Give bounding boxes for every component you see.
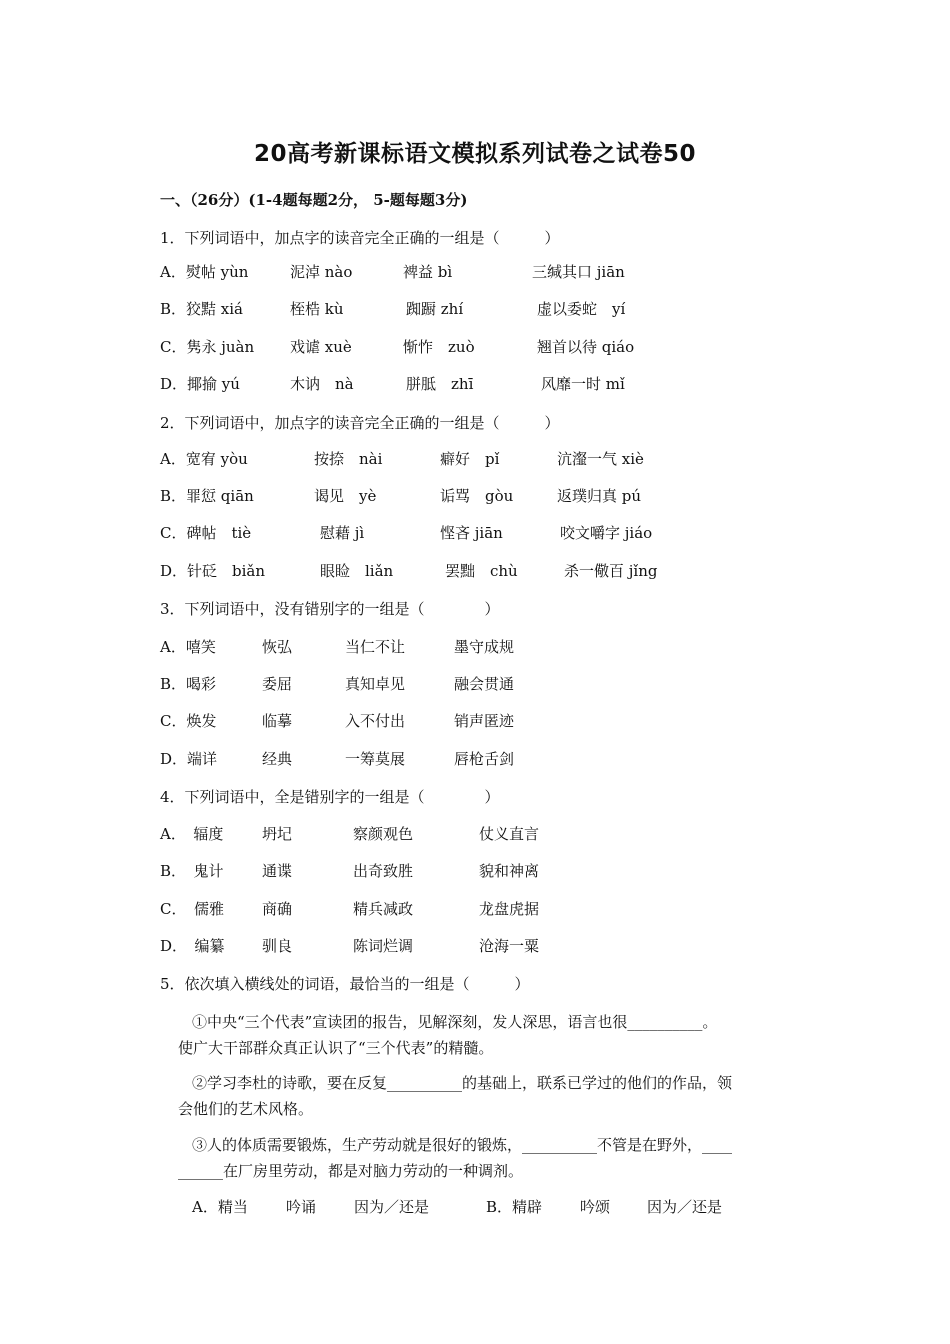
section-heading: 一、（26分）(1-4题每题2分， 5-题每题3分) <box>160 191 468 209</box>
q2-d-3: 罢黜 chù <box>445 562 518 580</box>
q2-a-3: 癖好 pǐ <box>440 450 500 468</box>
q4-d-2: 驯良 <box>262 937 293 955</box>
q3-d-4: 唇枪舌剑 <box>454 750 515 768</box>
q2-a-4: 沆瀣一气 xiè <box>557 450 644 468</box>
q5-a-2: 吟诵 <box>286 1198 317 1216</box>
q3-d-1: D．端详 <box>160 750 218 768</box>
q4-b-4: 貌和神离 <box>479 862 540 880</box>
q2-c-4: 咬文嚼字 jiáo <box>560 524 653 542</box>
q1-b-2: 桎梏 kù <box>290 300 344 318</box>
q4-c-1: C． 儒雅 <box>160 900 224 918</box>
q1-a-1: A．熨帖 yùn <box>160 263 249 281</box>
q2-d-4: 杀一儆百 jǐng <box>564 562 658 580</box>
q2-c-3: 悭吝 jiān <box>440 524 503 542</box>
question-4-stem: 4．下列词语中，全是错别字的一组是（ ） <box>160 788 500 806</box>
q5-sentence-1-line2: 使广大干部群众真正认识了“三个代表”的精髓。 <box>178 1039 494 1057</box>
q1-a-2: 泥淖 nào <box>290 263 353 281</box>
q4-b-1: B． 鬼计 <box>160 862 224 880</box>
question-2-stem: 2．下列词语中，加点字的读音完全正确的一组是（ ） <box>160 414 560 432</box>
question-5-stem: 5．依次填入横线处的词语，最恰当的一组是（ ） <box>160 975 530 993</box>
q2-b-4: 返璞归真 pú <box>557 487 642 505</box>
q4-a-3: 察颜观色 <box>353 825 414 843</box>
q4-d-1: D． 编纂 <box>160 937 225 955</box>
q5-sentence-3-line1: ③人的体质需要锻炼，生产劳动就是很好的锻炼，__________不管是在野外，____ <box>192 1136 733 1154</box>
exam-title: 20高考新课标语文模拟系列试卷之试卷50 <box>253 141 696 167</box>
q4-b-2: 通谍 <box>262 862 293 880</box>
q1-b-3: 踟蹰 zhí <box>406 300 464 318</box>
q1-d-1: D．揶揄 yú <box>160 375 240 393</box>
q2-b-1: B．罪愆 qiān <box>160 487 254 505</box>
q4-a-1: A． 辐度 <box>160 825 224 843</box>
q3-c-2: 临摹 <box>262 712 293 730</box>
q3-d-3: 一筹莫展 <box>345 750 406 768</box>
q3-a-4: 墨守成规 <box>454 638 515 656</box>
q5-b-1: B．精辟 <box>486 1198 543 1216</box>
q5-sentence-2-line2: 会他们的艺术风格。 <box>178 1100 314 1118</box>
q1-d-4: 风靡一时 mǐ <box>541 375 625 393</box>
q5-sentence-1-line1: ①中央“三个代表”宣读团的报告，见解深刻，发人深思，语言也很__________。 <box>192 1013 718 1031</box>
q4-a-4: 仗义直言 <box>479 825 540 843</box>
q5-a-1: A．精当 <box>192 1198 248 1216</box>
q1-c-3: 惭怍 zuò <box>403 338 475 356</box>
q3-c-4: 销声匿迹 <box>454 712 515 730</box>
q1-b-1: B．狡黠 xiá <box>160 300 243 318</box>
q3-d-2: 经典 <box>262 750 293 768</box>
question-1-stem: 1．下列词语中，加点字的读音完全正确的一组是（ ） <box>160 229 560 247</box>
q2-b-3: 诟骂 gòu <box>440 487 514 505</box>
q3-b-3: 真知卓见 <box>345 675 406 693</box>
q4-b-3: 出奇致胜 <box>353 862 414 880</box>
q5-sentence-2-line1: ②学习李杜的诗歌，要在反复__________的基础上，联系已学过的他们的作品，领 <box>192 1074 733 1092</box>
q1-c-2: 戏谑 xuè <box>290 338 352 356</box>
q3-c-3: 入不付出 <box>345 712 406 730</box>
q1-c-4: 翘首以待 qiáo <box>537 338 635 356</box>
q1-b-4: 虚以委蛇 yí <box>537 300 626 318</box>
q4-c-2: 商确 <box>262 900 293 918</box>
q1-d-3: 胼胝 zhī <box>406 375 474 393</box>
q3-b-4: 融会贯通 <box>454 675 515 693</box>
q2-d-2: 眼睑 liǎn <box>320 562 394 580</box>
question-3-stem: 3．下列词语中，没有错别字的一组是（ ） <box>160 600 500 618</box>
q1-a-3: 裨益 bì <box>403 263 453 281</box>
q2-d-1: D．针砭 biǎn <box>160 562 266 580</box>
q4-c-3: 精兵减政 <box>353 900 414 918</box>
q2-c-1: C．碑帖 tiè <box>160 524 252 542</box>
q3-a-2: 恢弘 <box>262 638 293 656</box>
q3-a-1: A．嘻笑 <box>160 638 216 656</box>
q5-a-3: 因为／还是 <box>354 1198 430 1216</box>
q3-c-1: C．焕发 <box>160 712 217 730</box>
q3-a-3: 当仁不让 <box>345 638 406 656</box>
q2-a-1: A．宽宥 yòu <box>160 450 248 468</box>
q3-b-1: B．喝彩 <box>160 675 217 693</box>
q4-d-3: 陈词烂调 <box>353 937 414 955</box>
q4-a-2: 坍圮 <box>262 825 293 843</box>
q2-a-2: 按捺 nài <box>314 450 383 468</box>
q4-d-4: 沧海一粟 <box>479 937 540 955</box>
q1-a-4: 三缄其口 jiān <box>532 263 625 281</box>
q5-b-2: 吟颂 <box>580 1198 611 1216</box>
q1-c-1: C．隽永 juàn <box>160 338 255 356</box>
q1-d-2: 木讷 nà <box>290 375 354 393</box>
q2-b-2: 谒见 yè <box>314 487 377 505</box>
q5-sentence-3-line2: ______在厂房里劳动，都是对脑力劳动的一种调剂。 <box>178 1162 524 1180</box>
q4-c-4: 龙盘虎据 <box>479 900 540 918</box>
q2-c-2: 慰藉 jì <box>320 524 365 542</box>
q3-b-2: 委屈 <box>262 675 293 693</box>
q5-b-3: 因为／还是 <box>647 1198 723 1216</box>
